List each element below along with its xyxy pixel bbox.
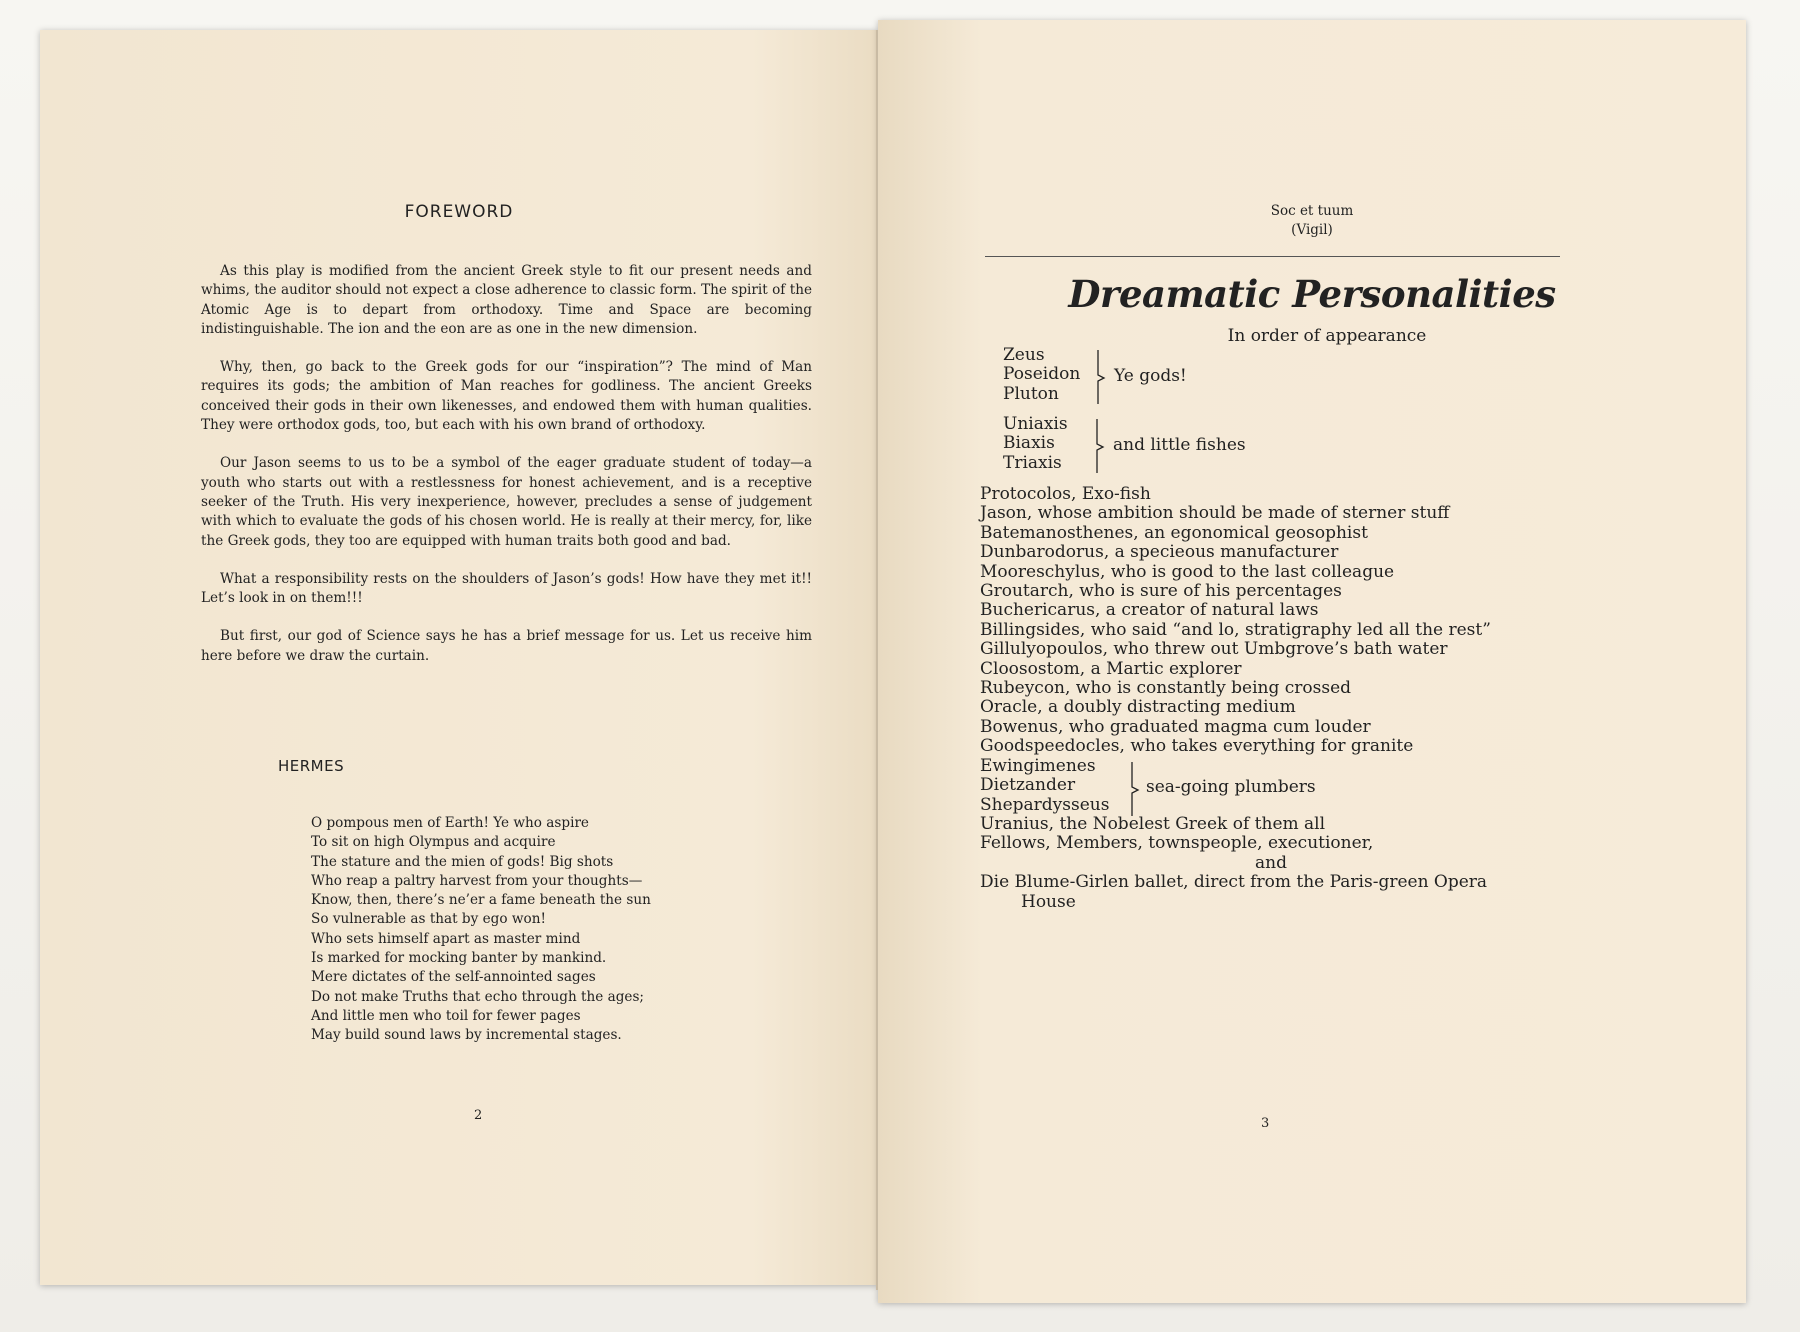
right-page <box>878 20 1746 1303</box>
cast-list <box>980 485 1491 757</box>
poem-line: Do not make Truths that echo through the ages; <box>311 988 645 1005</box>
cast-name: Pluton <box>1003 383 1059 404</box>
cast-entry: Jason, whose ambition should be made of sterner stuff <box>980 503 1450 524</box>
cast-entry: Cloosostom, a Martic explorer <box>980 658 1242 679</box>
brace-icon <box>1130 760 1146 818</box>
cast-subtitle: In order of appearance <box>1227 326 1427 346</box>
cast-entry: Billingsides, who said “and lo, stratigraphy led all the rest” <box>980 619 1491 640</box>
cast-entry: and <box>1255 852 1287 873</box>
cast-name: Poseidon <box>1003 364 1081 385</box>
group-label: and little fishes <box>1113 435 1246 455</box>
motto-line: (Vigil) <box>1291 222 1333 238</box>
foreword-paragraph: Why, then, go back to the Greek gods for our “inspiration”? The mind of Man requires its gods; the ambition of Man reaches for godliness. The ancient Greeks conceived their gods in their own likenesses, and endowed them with human qualities. They were orthodox gods, too, but each with his own brand of orthodoxy. <box>201 359 812 434</box>
cast-group-fishes <box>1003 415 1068 473</box>
cast-entry: Uranius, the Nobelest Greek of them all <box>980 814 1326 834</box>
cast-name: Triaxis <box>1003 452 1062 473</box>
poem-line: Who reap a paltry harvest from your thoughts— <box>311 872 643 889</box>
foreword-paragraph: But first, our god of Science says he has a brief message for us. Let us receive him here before we draw the curtain. <box>201 628 812 664</box>
poem-line: Who sets himself apart as master mind <box>311 930 581 947</box>
cast-entry: Groutarch, who is sure of his percentages <box>980 581 1342 602</box>
cast-entry: Bowenus, who graduated magma cum louder <box>980 716 1371 737</box>
cast-entry: Dunbarodorus, a specieous manufacturer <box>980 542 1339 563</box>
cast-entry: Die Blume-Girlen ballet, direct from the Paris-green Opera <box>980 872 1488 893</box>
cast-title: Dreamatic Personalities <box>1068 272 1556 316</box>
cast-closing <box>980 815 1487 912</box>
hermes-poem <box>311 814 651 1046</box>
cast-entry: House <box>1021 891 1076 912</box>
group-label: sea-going plumbers <box>1146 777 1316 797</box>
speaker-heading: HERMES <box>278 757 345 775</box>
cast-entry: Protocolos, Exo-fish <box>980 484 1151 504</box>
poem-line: The stature and the mien of gods! Big shots <box>311 853 614 870</box>
poem-line: Is marked for mocking banter by mankind. <box>311 950 607 967</box>
poem-line: And little men who toil for fewer pages <box>311 1007 581 1024</box>
cast-group-plumbers <box>980 757 1109 815</box>
poem-line: So vulnerable as that by ego won! <box>311 911 546 928</box>
cast-entry: Oracle, a doubly distracting medium <box>980 697 1296 718</box>
poem-line: Mere dictates of the self-annointed sages <box>311 969 596 986</box>
cast-name: Zeus <box>1003 345 1045 365</box>
cast-name: Ewingimenes <box>980 756 1096 776</box>
horizontal-rule <box>985 256 1560 257</box>
foreword-paragraph: As this play is modified from the ancient Greek style to fit our present needs and whims, the auditor should not expect a close adherence to classic form. The spirit of the Atomic Age is to depart from orthodoxy. Time and Space are becoming indistinguishable. The ion and the eon are as one in the new dimension. <box>201 263 812 337</box>
motto-line: Soc et tuum <box>1270 203 1354 219</box>
page-number: 2 <box>474 1108 483 1123</box>
cast-name: Uniaxis <box>1003 414 1068 434</box>
page-number: 3 <box>1261 1116 1270 1131</box>
foreword-body <box>201 262 812 685</box>
foreword-paragraph: What a responsibility rests on the shoulders of Jason’s gods! How have they met it!! Let’s look in on them!!! <box>201 570 812 607</box>
poem-line: Know, then, there’s ne’er a fame beneath the sun <box>311 892 651 909</box>
poem-line: May build sound laws by incremental stages. <box>311 1027 622 1044</box>
cast-name: Biaxis <box>1003 433 1055 454</box>
cast-entry: Mooreschylus, who is good to the last colleague <box>980 561 1395 582</box>
left-page <box>40 30 878 1285</box>
group-label: Ye gods! <box>1114 366 1187 386</box>
cast-entry: Gillulyopoulos, who threw out Umbgrove’s bath water <box>980 639 1448 660</box>
cast-group-gods <box>1003 346 1080 404</box>
cast-entry: Goodspeedocles, who takes everything for granite <box>980 736 1414 757</box>
cast-entry: Batemanosthenes, an egonomical geosophist <box>980 522 1368 543</box>
cast-entry: Rubeycon, who is constantly being crossed <box>980 678 1352 699</box>
cast-entry: Buchericarus, a creator of natural laws <box>980 600 1319 621</box>
brace-icon <box>1096 348 1112 406</box>
foreword-paragraph: Our Jason seems to us to be a symbol of the eager graduate student of today—a youth who starts out with a restlessness for honest achievement, and is a receptive seeker of the Truth. His very inexperience, however, precludes a sense of judgement with which to evaluate the gods of his chosen world. He is really at their mercy, for, like the Greek gods, they too are equipped with human traits both good and bad. <box>201 455 812 549</box>
cast-entry: Fellows, Members, townspeople, executioner, <box>980 833 1374 854</box>
poem-line: O pompous men of Earth! Ye who aspire <box>311 815 589 831</box>
poem-line: To sit on high Olympus and acquire <box>311 834 556 851</box>
foreword-heading: FOREWORD <box>404 202 514 222</box>
cast-name: Shepardysseus <box>980 794 1110 815</box>
cast-name: Dietzander <box>980 775 1076 796</box>
brace-icon <box>1095 417 1111 475</box>
